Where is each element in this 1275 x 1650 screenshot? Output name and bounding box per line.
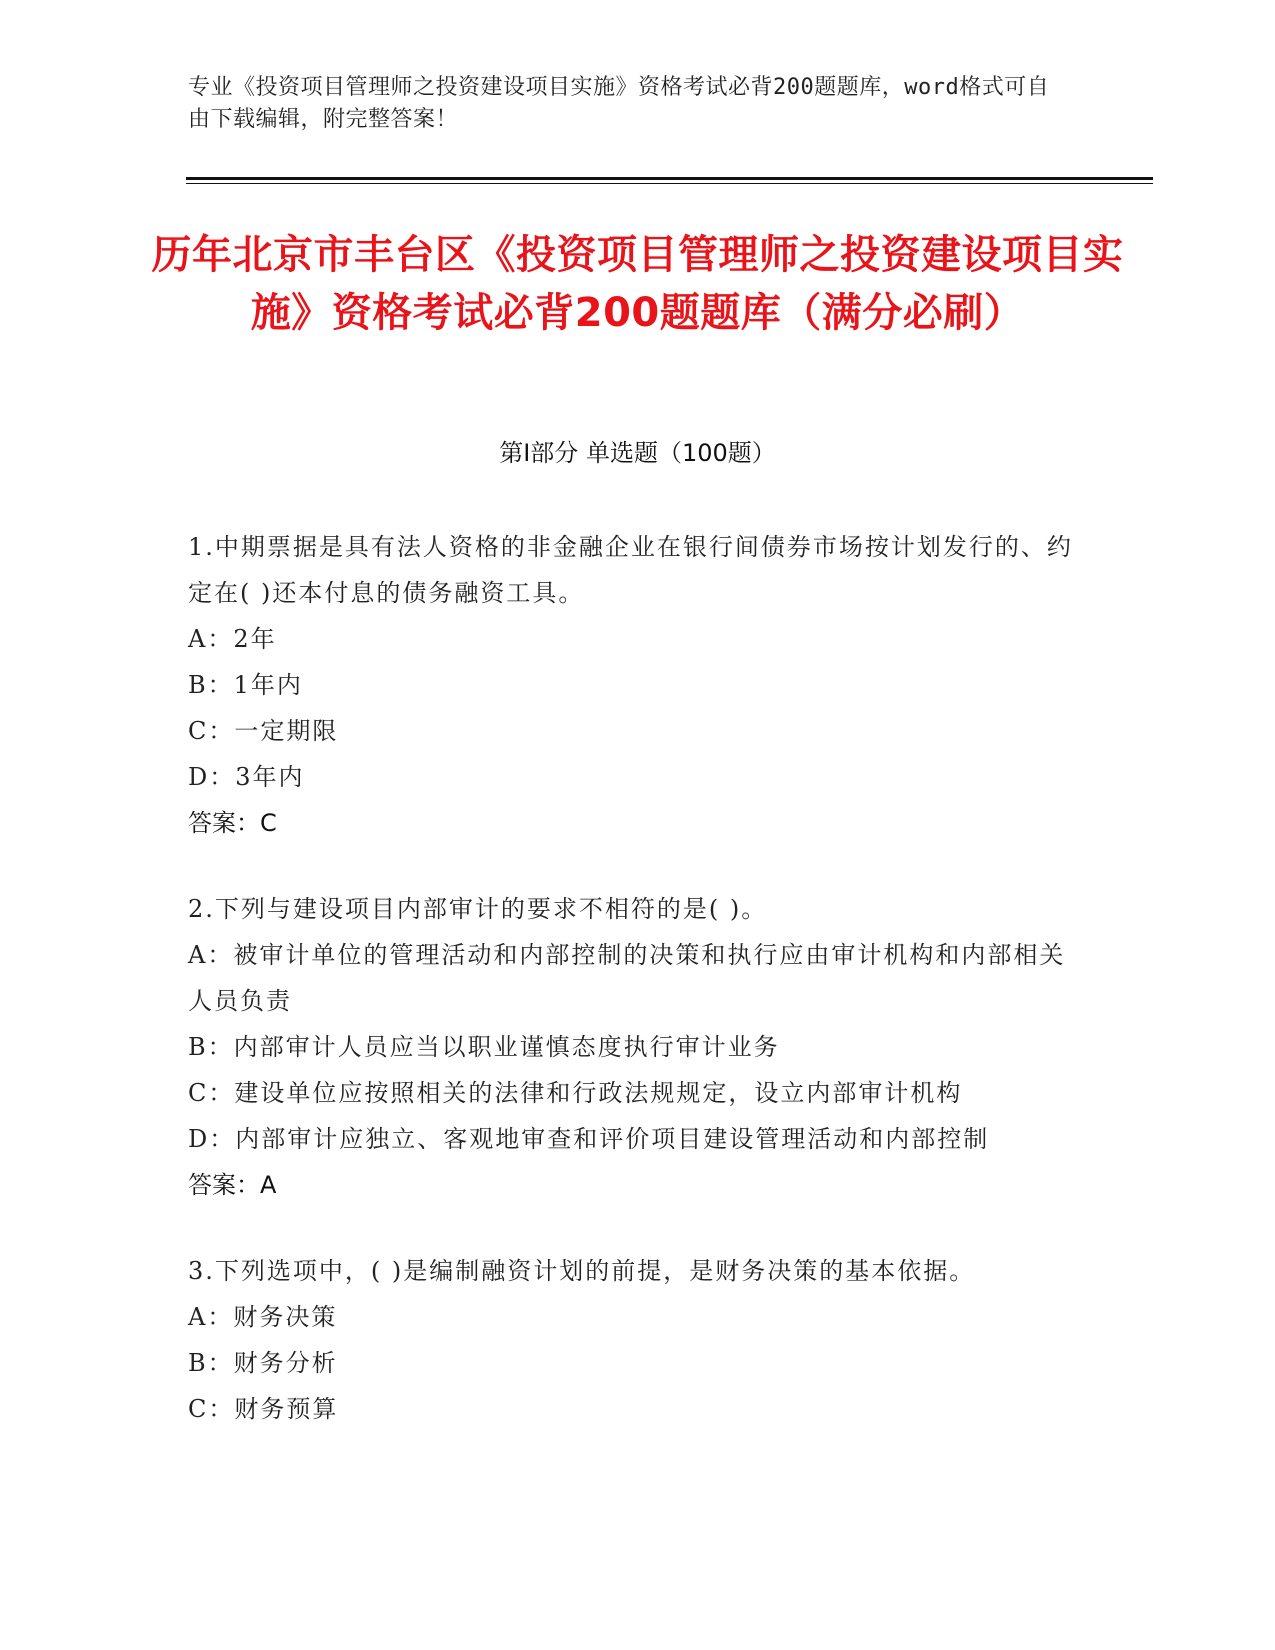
question-stem: 2.下列与建设项目内部审计的要求不相符的是( )。 [188,895,768,923]
option-a: A：2年 [188,625,277,653]
option-c: C：财务预算 [188,1395,339,1423]
option-d: D：内部审计应独立、客观地审查和评价项目建设管理活动和内部控制 [188,1125,990,1153]
header-divider-thin [186,183,1153,184]
question-stem: 1.中期票据是具有法人资格的非金融企业在银行间债券市场按计划发行的、约定在( )还本付息的债务融资工具。 [188,533,1073,607]
option-b: B：1年内 [188,671,303,699]
question-3 [188,1248,1088,1432]
option-a: A：财务决策 [188,1303,338,1331]
header-note: 专业《投资项目管理师之投资建设项目实施》资格考试必背200题题库，word格式可自由下载编辑，附完整答案！ [188,75,1050,132]
answer: 答案：A [188,1171,277,1199]
option-b: B：内部审计人员应当以职业谨慎态度执行审计业务 [188,1033,780,1061]
header-divider-thick [186,177,1153,180]
question-1 [188,524,1088,846]
option-c: C：一定期限 [188,717,339,745]
question-2 [188,886,1088,1208]
document-title: 历年北京市丰台区《投资项目管理师之投资建设项目实施》资格考试必背200题题库（满分必刷） [151,232,1124,336]
section-title: 第Ⅰ部分 单选题（100题） [499,439,776,467]
question-stem: 3.下列选项中，( )是编制融资计划的前提，是财务决策的基本依据。 [188,1257,976,1285]
option-d: D：3年内 [188,763,305,791]
answer: 答案：C [188,809,277,837]
option-a: A：被审计单位的管理活动和内部控制的决策和执行应由审计机构和内部相关人员负责 [188,941,1066,1015]
option-c: C：建设单位应按照相关的法律和行政法规规定，设立内部审计机构 [188,1079,963,1107]
option-b: B：财务分析 [188,1349,338,1377]
